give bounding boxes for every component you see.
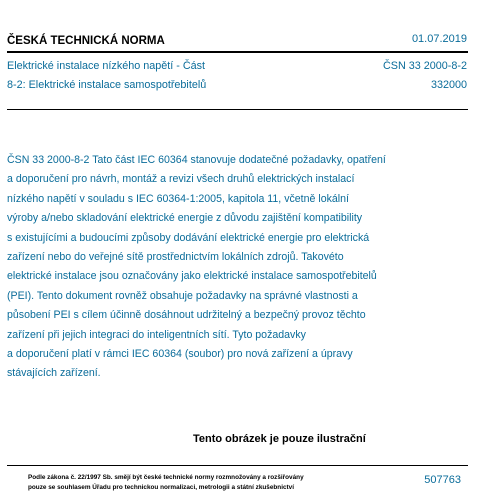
document-type-heading: ČESKÁ TECHNICKÁ NORMA	[7, 35, 165, 47]
legal-notice-line-2: pouze se souhlasem Úřadu pro technickou normalizaci, metrologii a státní zkušebnictví	[28, 483, 294, 491]
publication-date: 01.07.2019	[411, 33, 467, 45]
footer-divider	[7, 465, 468, 466]
abstract-line: (PEI). Tento dokument rovněž obsahuje požadavky na správné vlastnosti a	[7, 289, 358, 302]
abstract-line: výroby a/nebo skladování elektrické energie z důvodu zajištění kompatibility	[7, 212, 363, 225]
abstract-line: působení PEI s cílem účinně dosáhnout udržitelný a bezpečný provoz těchto	[7, 309, 366, 322]
standard-title-line-2: 8-2: Elektrické instalace samospotřebitelů	[7, 79, 207, 91]
abstract-line: s existujícími a budoucími způsoby dodávání elektrické energie pro elektrická	[7, 231, 370, 244]
abstract-line: a doporučení pro návrh, montáž a revizi všech druhů elektrických instalací	[7, 173, 355, 186]
abstract-line: ČSN 33 2000-8-2 Tato část IEC 60364 stanovuje dodatečné požadavky, opatření	[7, 154, 386, 166]
standard-title-line-1: Elektrické instalace nízkého napětí - Část	[7, 60, 206, 72]
abstract-line: zařízení nebo do veřejné sítě prostřednictvím lokálních zdrojů. Takovéto	[7, 251, 344, 264]
standard-code: ČSN 33 2000-8-2	[382, 60, 467, 72]
abstract-line: stávajících zařízení.	[7, 367, 101, 380]
legal-notice-line-1: Podle zákona č. 22/1997 Sb. smějí být české technické normy rozmnožovány a rozšiřovány	[28, 474, 304, 481]
info-divider	[7, 109, 468, 110]
abstract-line: elektrické instalace jsou označovány jako elektrické instalace samospotřebitelů	[7, 270, 377, 283]
abstract-line: a doporučení platí v rámci IEC 60364 (soubor) pro nová zařízení a úpravy	[7, 348, 353, 361]
legal-notice	[28, 473, 304, 492]
illustration-note: Tento obrázek je pouze ilustrační	[193, 433, 366, 445]
standard-abstract	[7, 151, 459, 384]
document-number: 507763	[424, 474, 461, 486]
classification-number: 332000	[430, 79, 467, 91]
abstract-line: nízkého napětí v souladu s IEC 60364-1:2005, kapitola 11, včetně lokální	[7, 192, 349, 205]
header-divider	[7, 51, 468, 53]
abstract-line: zařízení při jejich integraci do inteligentních sítí. Tyto požadavky	[7, 328, 306, 341]
